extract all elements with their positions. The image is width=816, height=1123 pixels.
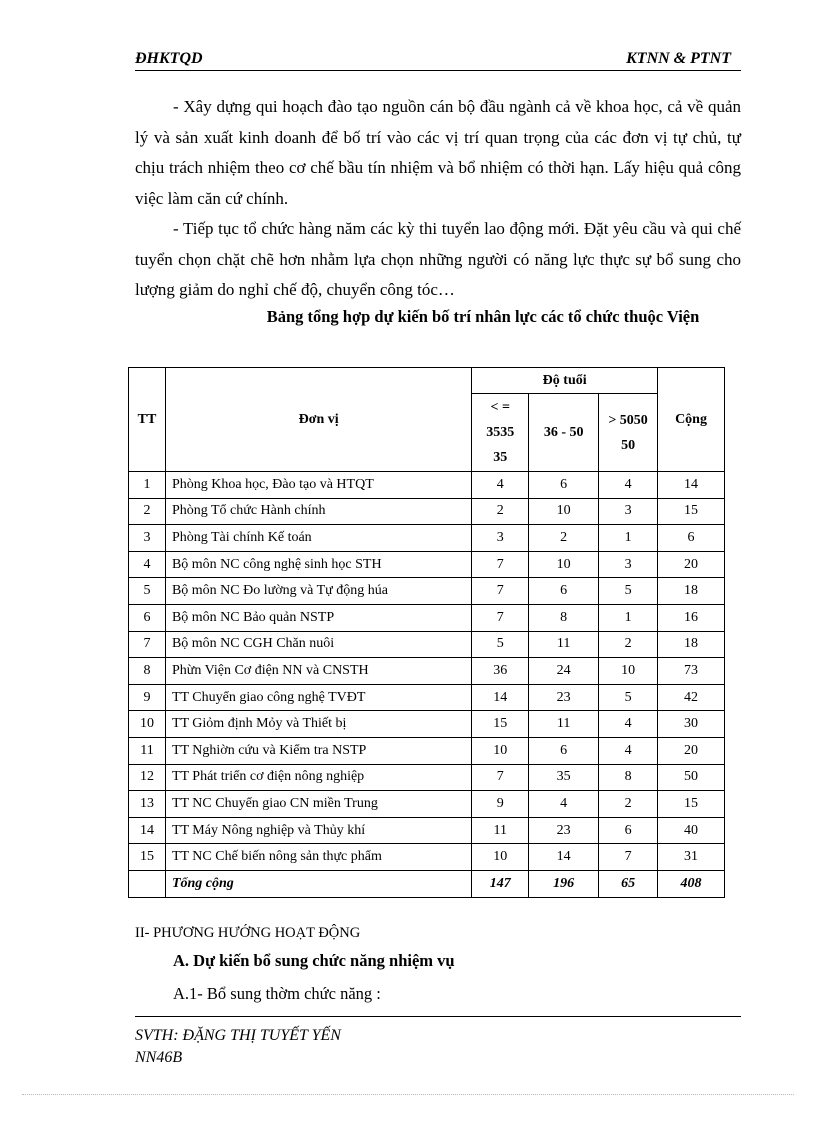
- row-unit: Bộ môn NC công nghệ sinh học STH: [165, 551, 471, 578]
- row-age-3: 5: [599, 684, 658, 711]
- paragraph-1: - Xây dựng qui hoạch đào tạo nguồn cán bộ đầu ngành cả về khoa học, cả về quản lý và sản xuất kinh doanh để bố trí vào các vị trí quan trọng của các đơn vị tự chủ, tự chịu trách nhiệm theo cơ chế bầu tín nhiệm và bổ nhiệm có thời hạn. Lấy hiệu quả công việc làm căn cứ chính.: [135, 97, 741, 208]
- staffing-table: [128, 367, 725, 898]
- paragraph-2: - Tiếp tục tổ chức hàng năm các kỳ thi tuyển lao động mới. Đặt yêu cầu và qui chế tuyển chọn chặt chẽ hơn nhằm lựa chọn những người có năng lực thực sự bổ sung cho lượng giảm do nghỉ chế độ, chuyển công tóc…: [135, 219, 741, 299]
- page-header: [135, 48, 741, 71]
- row-age-3: 1: [599, 525, 658, 552]
- row-age-1: 2: [472, 498, 529, 525]
- total-age-3: 65: [599, 870, 658, 897]
- header-right: KTNN & PTNT: [626, 50, 731, 67]
- row-age-2: 14: [529, 844, 599, 871]
- sub-subheading: A.1- Bổ sung thờm chức năng :: [173, 984, 381, 1003]
- row-total: 42: [658, 684, 725, 711]
- row-age-3: 1: [599, 604, 658, 631]
- row-age-2: 35: [529, 764, 599, 791]
- table-row: [129, 551, 725, 578]
- row-tt: 1: [129, 472, 166, 499]
- row-age-1: 7: [472, 578, 529, 605]
- row-age-3: 4: [599, 737, 658, 764]
- header-age-1: < = 3535 35: [472, 394, 529, 472]
- row-age-3: 2: [599, 791, 658, 818]
- row-unit: Bộ môn NC Đo lường và Tự động húa: [165, 578, 471, 605]
- total-age-1: 147: [472, 870, 529, 897]
- row-age-2: 10: [529, 498, 599, 525]
- header-unit: Đơn vị: [165, 368, 471, 472]
- header-age-2: 36 - 50: [529, 394, 599, 472]
- row-age-2: 23: [529, 684, 599, 711]
- section-heading: II- PHƯƠNG HƯỚNG HOẠT ĐỘNG: [135, 925, 361, 941]
- row-age-1: 15: [472, 711, 529, 738]
- row-unit: Phòng Tài chính Kế toán: [165, 525, 471, 552]
- row-unit: Phừn Viện Cơ điện NN và CNSTH: [165, 658, 471, 685]
- table-row: [129, 525, 725, 552]
- row-total: 18: [658, 578, 725, 605]
- row-total: 20: [658, 551, 725, 578]
- header-total: Cộng: [658, 368, 725, 472]
- row-tt: 4: [129, 551, 166, 578]
- row-age-2: 11: [529, 631, 599, 658]
- row-age-2: 2: [529, 525, 599, 552]
- table-row: [129, 817, 725, 844]
- row-age-2: 8: [529, 604, 599, 631]
- body-text: [135, 92, 741, 306]
- row-age-2: 24: [529, 658, 599, 685]
- header-age: Độ tuổi: [472, 368, 658, 394]
- row-total: 30: [658, 711, 725, 738]
- row-total: 73: [658, 658, 725, 685]
- row-age-1: 14: [472, 684, 529, 711]
- row-tt: 13: [129, 791, 166, 818]
- row-age-2: 23: [529, 817, 599, 844]
- table-row: [129, 604, 725, 631]
- row-age-1: 10: [472, 844, 529, 871]
- header-tt: TT: [129, 368, 166, 472]
- row-age-3: 3: [599, 551, 658, 578]
- table-row: [129, 844, 725, 871]
- row-age-3: 2: [599, 631, 658, 658]
- row-age-3: 7: [599, 844, 658, 871]
- row-unit: TT Giỏm định Mỏy và Thiết bị: [165, 711, 471, 738]
- row-age-2: 6: [529, 472, 599, 499]
- row-age-3: 4: [599, 711, 658, 738]
- row-tt: 8: [129, 658, 166, 685]
- row-tt: 6: [129, 604, 166, 631]
- total-sum: 408: [658, 870, 725, 897]
- table-row: [129, 764, 725, 791]
- row-tt: 15: [129, 844, 166, 871]
- row-age-2: 10: [529, 551, 599, 578]
- total-row: [129, 870, 725, 897]
- row-age-1: 4: [472, 472, 529, 499]
- row-tt: 14: [129, 817, 166, 844]
- row-total: 31: [658, 844, 725, 871]
- table-row: [129, 578, 725, 605]
- row-tt: 2: [129, 498, 166, 525]
- row-age-1: 7: [472, 604, 529, 631]
- table-row: [129, 737, 725, 764]
- row-age-1: 5: [472, 631, 529, 658]
- row-age-1: 9: [472, 791, 529, 818]
- row-tt: 7: [129, 631, 166, 658]
- row-age-3: 8: [599, 764, 658, 791]
- total-age-2: 196: [529, 870, 599, 897]
- header-age-3: > 5050 50: [599, 394, 658, 472]
- row-total: 40: [658, 817, 725, 844]
- row-age-2: 6: [529, 578, 599, 605]
- row-age-1: 36: [472, 658, 529, 685]
- row-age-3: 4: [599, 472, 658, 499]
- row-total: 16: [658, 604, 725, 631]
- row-unit: Bộ môn NC CGH Chăn nuôi: [165, 631, 471, 658]
- row-total: 15: [658, 498, 725, 525]
- table-row: [129, 472, 725, 499]
- header-left: ĐHKTQD: [135, 50, 203, 67]
- table-row: [129, 658, 725, 685]
- row-age-3: 10: [599, 658, 658, 685]
- subheading: A. Dự kiến bổ sung chức năng nhiệm vụ: [173, 951, 455, 970]
- total-tt: [129, 870, 166, 897]
- row-age-3: 3: [599, 498, 658, 525]
- row-age-1: 11: [472, 817, 529, 844]
- table-row: [129, 684, 725, 711]
- row-tt: 5: [129, 578, 166, 605]
- row-age-1: 10: [472, 737, 529, 764]
- row-age-2: 4: [529, 791, 599, 818]
- row-age-3: 5: [599, 578, 658, 605]
- total-label: Tổng cộng: [165, 870, 471, 897]
- row-unit: TT Máy Nông nghiệp và Thủy khí: [165, 817, 471, 844]
- table-title: Bảng tổng hợp dự kiến bố trí nhân lực các tổ chức thuộc Viện: [266, 307, 700, 326]
- row-unit: Phòng Khoa học, Đào tạo và HTQT: [165, 472, 471, 499]
- row-age-1: 7: [472, 551, 529, 578]
- row-tt: 10: [129, 711, 166, 738]
- row-total: 18: [658, 631, 725, 658]
- row-age-3: 6: [599, 817, 658, 844]
- row-unit: Bộ môn NC Bảo quản NSTP: [165, 604, 471, 631]
- row-tt: 9: [129, 684, 166, 711]
- row-total: 50: [658, 764, 725, 791]
- footer-rule: [135, 1016, 741, 1017]
- row-unit: TT NC Chuyển giao CN miền Trung: [165, 791, 471, 818]
- page-edge: [22, 1094, 794, 1095]
- row-tt: 12: [129, 764, 166, 791]
- row-total: 14: [658, 472, 725, 499]
- row-unit: Phòng Tổ chức Hành chính: [165, 498, 471, 525]
- row-age-2: 11: [529, 711, 599, 738]
- row-tt: 3: [129, 525, 166, 552]
- table-row: [129, 711, 725, 738]
- row-age-1: 3: [472, 525, 529, 552]
- table-row: [129, 498, 725, 525]
- row-age-2: 6: [529, 737, 599, 764]
- footer-class: NN46B: [135, 1049, 183, 1066]
- row-age-1: 7: [472, 764, 529, 791]
- table-row: [129, 791, 725, 818]
- footer-author: SVTH: ĐẶNG THỊ TUYẾT YẾN: [135, 1027, 341, 1044]
- row-unit: TT Phát triển cơ điện nông nghiệp: [165, 764, 471, 791]
- table-row: [129, 631, 725, 658]
- row-unit: TT Chuyển giao công nghệ TVĐT: [165, 684, 471, 711]
- row-unit: TT Nghiờn cứu và Kiểm tra NSTP: [165, 737, 471, 764]
- row-unit: TT NC Chế biến nông sản thực phẩm: [165, 844, 471, 871]
- row-total: 15: [658, 791, 725, 818]
- row-total: 20: [658, 737, 725, 764]
- row-tt: 11: [129, 737, 166, 764]
- row-total: 6: [658, 525, 725, 552]
